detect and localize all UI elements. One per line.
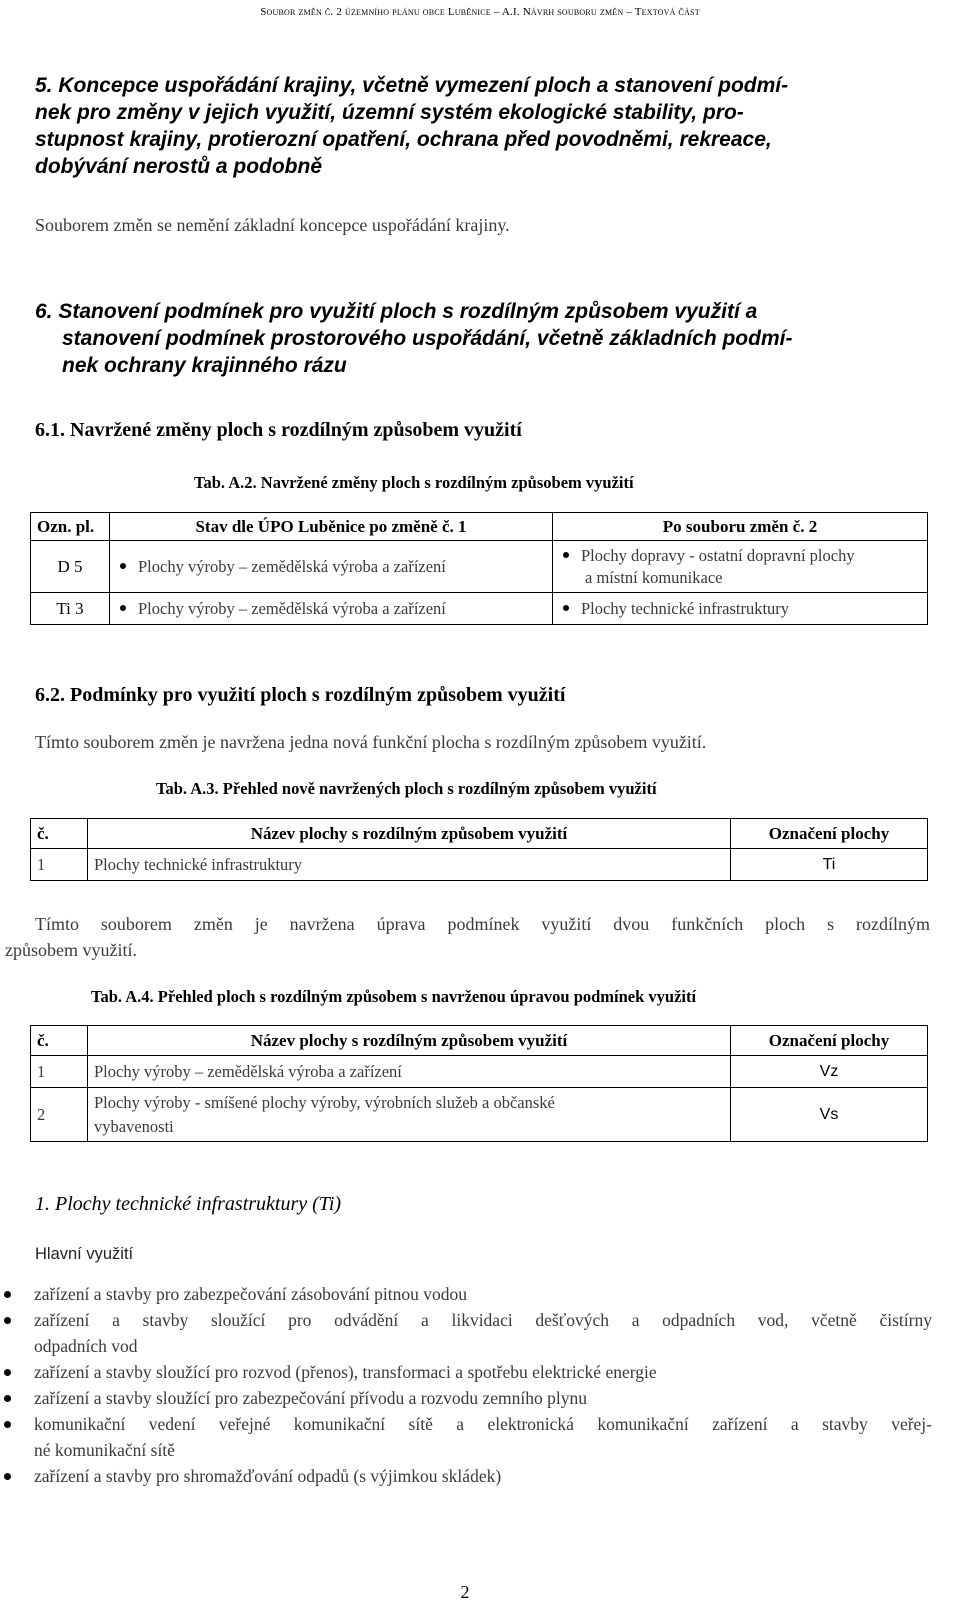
table-a3-caption: Tab. A.3. Přehled nově navržených ploch s rozdílným způsobem využití <box>156 779 657 798</box>
usage-list <box>0 1281 932 1489</box>
table-a4-code: Vz <box>731 1056 928 1088</box>
table-a2-after: Plochy dopravy - ostatní dopravní plochy a místní komunikace <box>553 541 928 593</box>
table-a4-code: Vs <box>731 1088 928 1142</box>
table-row <box>31 593 928 625</box>
section-5-number: 5. <box>35 74 53 97</box>
list-item: komunikační vedení veřejné komunikační sítě a elektronická komunikační zařízení a stavby veřej- né komunikační sítě <box>0 1411 932 1463</box>
subsection-1-heading: Hlavní využití <box>35 1245 134 1263</box>
bullet-icon <box>4 1395 11 1402</box>
table-a4-num: 1 <box>31 1056 88 1088</box>
section-6-2-text2-line1: Tímto souborem změn je navržena úprava podmínek využití dvou funkčních ploch s rozdílným <box>35 914 930 934</box>
table-a2-header-before: Stav dle ÚPO Luběnice po změně č. 1 <box>110 513 553 541</box>
section-5-title-line4: dobývání nerostů a podobně <box>35 155 323 178</box>
section-6-1-title: 6.1. Navržené změny ploch s rozdílným způsobem využití <box>35 419 522 441</box>
table-a2-caption: Tab. A.2. Navržené změny ploch s rozdílným způsobem využití <box>194 473 634 492</box>
subsection-1-title: 1. Plochy technické infrastruktury (Ti) <box>35 1193 342 1215</box>
section-6-heading <box>35 298 935 379</box>
table-row <box>31 849 928 881</box>
list-item: zařízení a stavby sloužící pro rozvod (přenos), transformaci a spotřebu elektrické energie <box>0 1359 932 1385</box>
table-a2-header-after: Po souboru změn č. 2 <box>553 513 928 541</box>
table-a3 <box>30 818 928 881</box>
bullet-icon <box>4 1369 11 1376</box>
bullet-icon <box>120 563 126 569</box>
page-number: 2 <box>460 1582 470 1602</box>
table-a4-caption: Tab. A.4. Přehled ploch s rozdílným způsobem s navrženou úpravou podmínek využití <box>91 987 697 1006</box>
section-6-title-line2: stanovení podmínek prostorového uspořádání, včetně základních podmí- <box>62 327 793 350</box>
list-item: zařízení a stavby sloužící pro zabezpečování přívodu a rozvodu zemního plynu <box>0 1385 932 1411</box>
section-6-2-text2-line2: způsobem využití. <box>5 940 137 960</box>
section-5-title-line1: Koncepce uspořádání krajiny, včetně vymezení ploch a stanovení podmí- <box>58 74 789 97</box>
table-a4-header-code: Označení plochy <box>731 1026 928 1056</box>
table-a2-after: Plochy technické infrastruktury <box>553 593 928 625</box>
table-a2 <box>30 512 928 625</box>
bullet-icon <box>563 605 569 611</box>
table-a4-num: 2 <box>31 1088 88 1142</box>
table-a2-code: Ti 3 <box>31 593 110 625</box>
bullet-icon <box>563 552 569 558</box>
table-row <box>31 1088 928 1142</box>
table-a3-header-code: Označení plochy <box>731 819 928 849</box>
table-a3-header-name: Název plochy s rozdílným způsobem využití <box>88 819 731 849</box>
table-row <box>31 541 928 593</box>
running-header: Soubor změn č. 2 územního plánu obce Luběnice – A.I. Návrh souboru změn – Textová část <box>260 6 700 18</box>
list-item: zařízení a stavby pro zabezpečování zásobování pitnou vodou <box>0 1281 932 1307</box>
table-a4 <box>30 1025 928 1142</box>
section-5-title-line2: nek pro změny v jejich využití, územní systém ekologické stability, pro- <box>35 101 744 124</box>
table-a2-code: D 5 <box>31 541 110 593</box>
list-item: zařízení a stavby sloužící pro odvádění a likvidaci dešťových a odpadních vod, včetně čistírny odpadních vod <box>0 1307 932 1359</box>
section-6-number: 6. <box>35 300 53 323</box>
bullet-icon <box>4 1317 11 1324</box>
table-a4-header-name: Název plochy s rozdílným způsobem využití <box>88 1026 731 1056</box>
bullet-icon <box>4 1291 11 1298</box>
bullet-icon <box>120 605 126 611</box>
table-a2-before: Plochy výroby – zemědělská výroba a zařízení <box>110 593 553 625</box>
bullet-icon <box>4 1473 11 1480</box>
table-a4-name: Plochy výroby – zemědělská výroba a zařízení <box>88 1056 731 1088</box>
table-a2-header-code: Ozn. pl. <box>31 513 110 541</box>
table-row <box>31 1056 928 1088</box>
table-a3-header-num: č. <box>31 819 88 849</box>
section-5-heading <box>35 72 935 180</box>
table-a3-code: Ti <box>731 849 928 881</box>
section-6-title-line1: Stanovení podmínek pro využití ploch s rozdílným způsobem využití a <box>58 300 758 323</box>
section-6-2-title: 6.2. Podmínky pro využití ploch s rozdílným způsobem využití <box>35 684 566 706</box>
table-a2-before: Plochy výroby – zemědělská výroba a zařízení <box>110 541 553 593</box>
table-a3-num: 1 <box>31 849 88 881</box>
section-5-text: Souborem změn se nemění základní koncepce uspořádání krajiny. <box>35 215 510 235</box>
section-6-2-text1: Tímto souborem změn je navržena jedna nová funkční plocha s rozdílným způsobem využití. <box>35 732 707 752</box>
list-item: zařízení a stavby pro shromažďování odpadů (s výjimkou skládek) <box>0 1463 932 1489</box>
section-5-title-line3: stupnost krajiny, protierozní opatření, ochrana před povodněmi, rekreace, <box>35 128 772 151</box>
table-a4-name: Plochy výroby - smíšené plochy výroby, výrobních služeb a občanské vybavenosti <box>88 1088 731 1142</box>
table-a3-name: Plochy technické infrastruktury <box>88 849 731 881</box>
bullet-icon <box>4 1421 11 1428</box>
table-a4-header-num: č. <box>31 1026 88 1056</box>
section-6-title-line3: nek ochrany krajinného rázu <box>62 354 347 377</box>
